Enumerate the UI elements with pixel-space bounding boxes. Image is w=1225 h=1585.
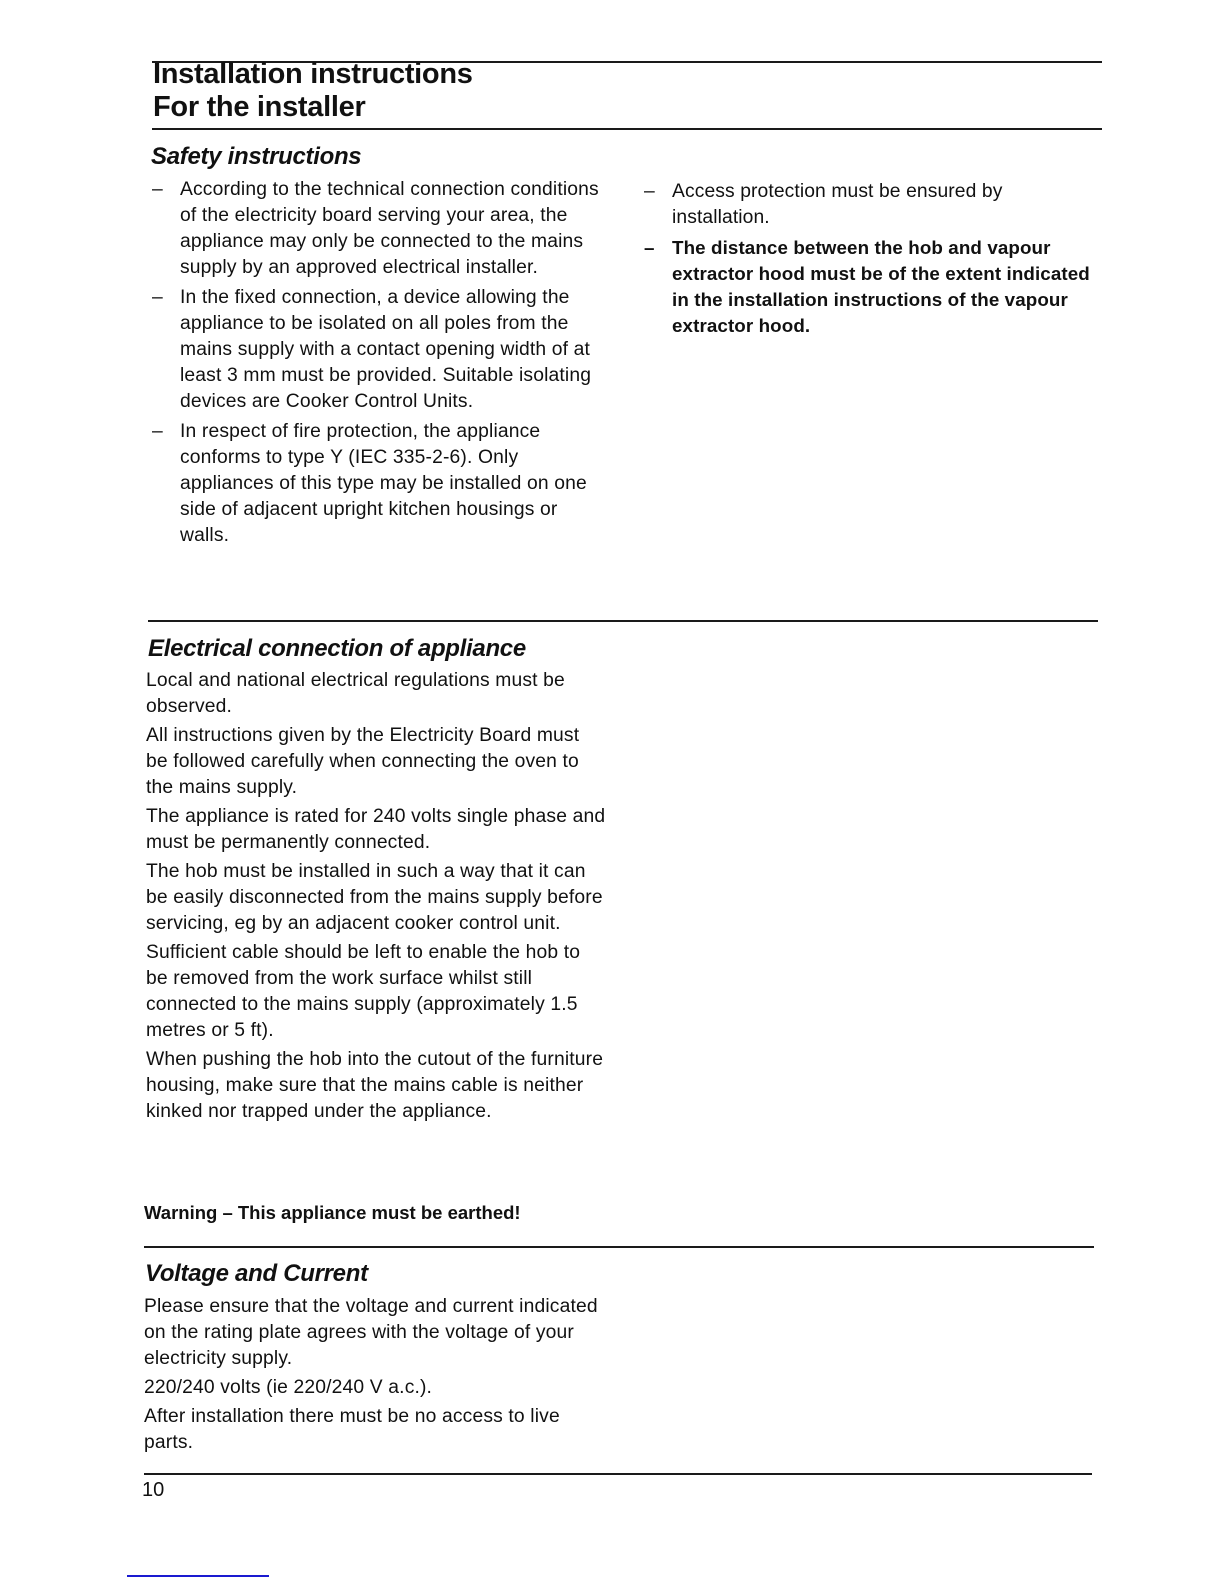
safety-item: – In respect of fire protection, the appliance conforms to type Y (IEC 335-2-6). Only appliances of this type may be installed on one side of adjacent upright kitchen housings or walls.: [152, 421, 587, 546]
electrical-paragraph: The hob must be installed in such a way that it can be easily disconnected from the mains supply before servicing, eg by an adjacent cooker control unit.: [146, 861, 603, 934]
electrical-paragraph: Local and national electrical regulations must be observed.: [146, 670, 565, 717]
bullet-dash: –: [644, 181, 655, 202]
safety-item: – According to the technical connection conditions of the electricity board serving your area, the appliance may only be connected to the mains supply by an approved electrical installer.: [152, 179, 599, 278]
voltage-heading: Voltage and Current: [145, 1260, 368, 1287]
safety-item-emphasis: – The distance between the hob and vapour extractor hood must be of the extent indicated in the installation instructions of the vapour extractor hood.: [644, 237, 1090, 336]
safety-right-column: [642, 179, 1097, 343]
section-divider-2: [144, 1246, 1094, 1248]
page-title: [153, 60, 473, 122]
bullet-dash: –: [152, 179, 163, 200]
electrical-paragraph: When pushing the hob into the cutout of the furniture housing, make sure that the mains cable is neither kinked nor trapped under the appliance.: [146, 1049, 604, 1122]
safety-heading: Safety instructions: [151, 143, 362, 170]
bullet-dash: –: [152, 421, 163, 442]
title-line-1: Installation instructions: [153, 58, 473, 90]
safety-item: – In the fixed connection, a device allowing the appliance to be isolated on all poles from the mains supply with a contact opening width of at least 3 mm must be provided. Suitable isolating devices are Cooker Control Units.: [152, 287, 592, 412]
bullet-dash: –: [644, 237, 655, 258]
bullet-dash: –: [152, 287, 163, 308]
electrical-paragraph: Sufficient cable should be left to enable the hob to be removed from the work surface whilst still connected to the mains supply (approximately 1.5 metres or 5 ft).: [146, 942, 581, 1041]
electrical-body: [146, 668, 606, 1128]
title-line-2: For the installer: [153, 91, 366, 123]
scan-edge-mark: [127, 1575, 269, 1577]
electrical-heading: Electrical connection of appliance: [148, 635, 526, 662]
voltage-body: [144, 1294, 604, 1459]
footer-rule: [144, 1473, 1092, 1475]
voltage-paragraph: Please ensure that the voltage and current indicated on the rating plate agrees with the voltage of your electricity supply.: [144, 1296, 598, 1369]
section-divider-1: [148, 620, 1098, 622]
safety-left-column: [150, 177, 610, 553]
voltage-paragraph: 220/240 volts (ie 220/240 V a.c.).: [144, 1377, 433, 1398]
electrical-paragraph: All instructions given by the Electricity Board must be followed carefully when connecting the oven to the mains supply.: [146, 725, 580, 798]
header-bottom-rule: [152, 128, 1102, 130]
safety-item: – Access protection must be ensured by installation.: [644, 181, 1003, 228]
page-number: 10: [142, 1479, 165, 1501]
electrical-paragraph: The appliance is rated for 240 volts single phase and must be permanently connected.: [146, 806, 606, 853]
voltage-paragraph: After installation there must be no access to live parts.: [144, 1406, 560, 1453]
earthing-warning: Warning – This appliance must be earthed!: [144, 1202, 521, 1223]
